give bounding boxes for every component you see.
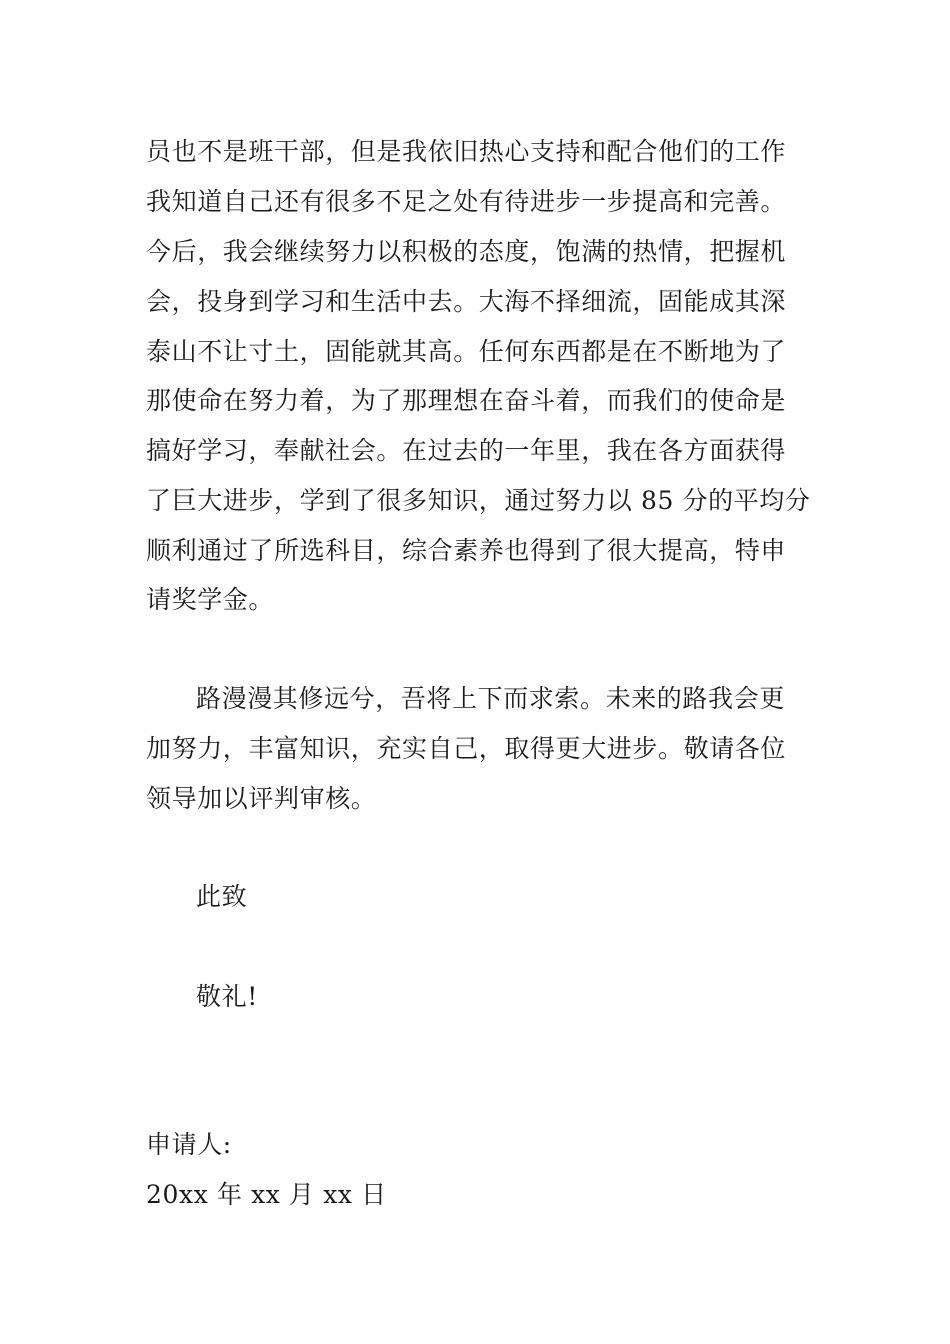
paragraph-line: 员也不是班干部，但是我依旧热心支持和配合他们的工作: [146, 137, 787, 166]
paragraph-line: 顺利通过了所选科目，综合素养也得到了很大提高，特申: [146, 536, 787, 565]
salutation-regards: 敬礼!: [196, 982, 258, 1011]
paragraph-line: 领导加以评判审核。: [146, 784, 377, 813]
paragraph-line: 请奖学金。: [146, 585, 275, 614]
applicant-label: 申请人:: [146, 1130, 232, 1159]
paragraph-line: 我知道自己还有很多不足之处有待进步一步提高和完善。: [146, 187, 787, 216]
paragraph-line: 那使命在努力着，为了那理想在奋斗着，而我们的使命是: [146, 386, 787, 415]
paragraph-line: 路漫漫其修远兮，吾将上下而求索。未来的路我会更: [196, 684, 785, 713]
paragraph-line: 了巨大进步，学到了很多知识，通过努力以 85 分的平均分: [146, 486, 811, 515]
paragraph-line: 搞好学习，奉献社会。在过去的一年里，我在各方面获得: [146, 436, 787, 465]
salutation-closing: 此致: [196, 882, 248, 911]
date-line: 20xx 年 xx 月 xx 日: [146, 1180, 387, 1209]
paragraph-line: 泰山不让寸土，固能就其高。任何东西都是在不断地为了: [146, 337, 787, 366]
paragraph-line: 会，投身到学习和生活中去。大海不择细流，固能成其深: [146, 287, 787, 316]
paragraph-line: 加努力，丰富知识，充实自己，取得更大进步。敬请各位: [146, 734, 787, 763]
paragraph-line: 今后，我会继续努力以积极的态度，饱满的热情，把握机: [146, 237, 787, 266]
